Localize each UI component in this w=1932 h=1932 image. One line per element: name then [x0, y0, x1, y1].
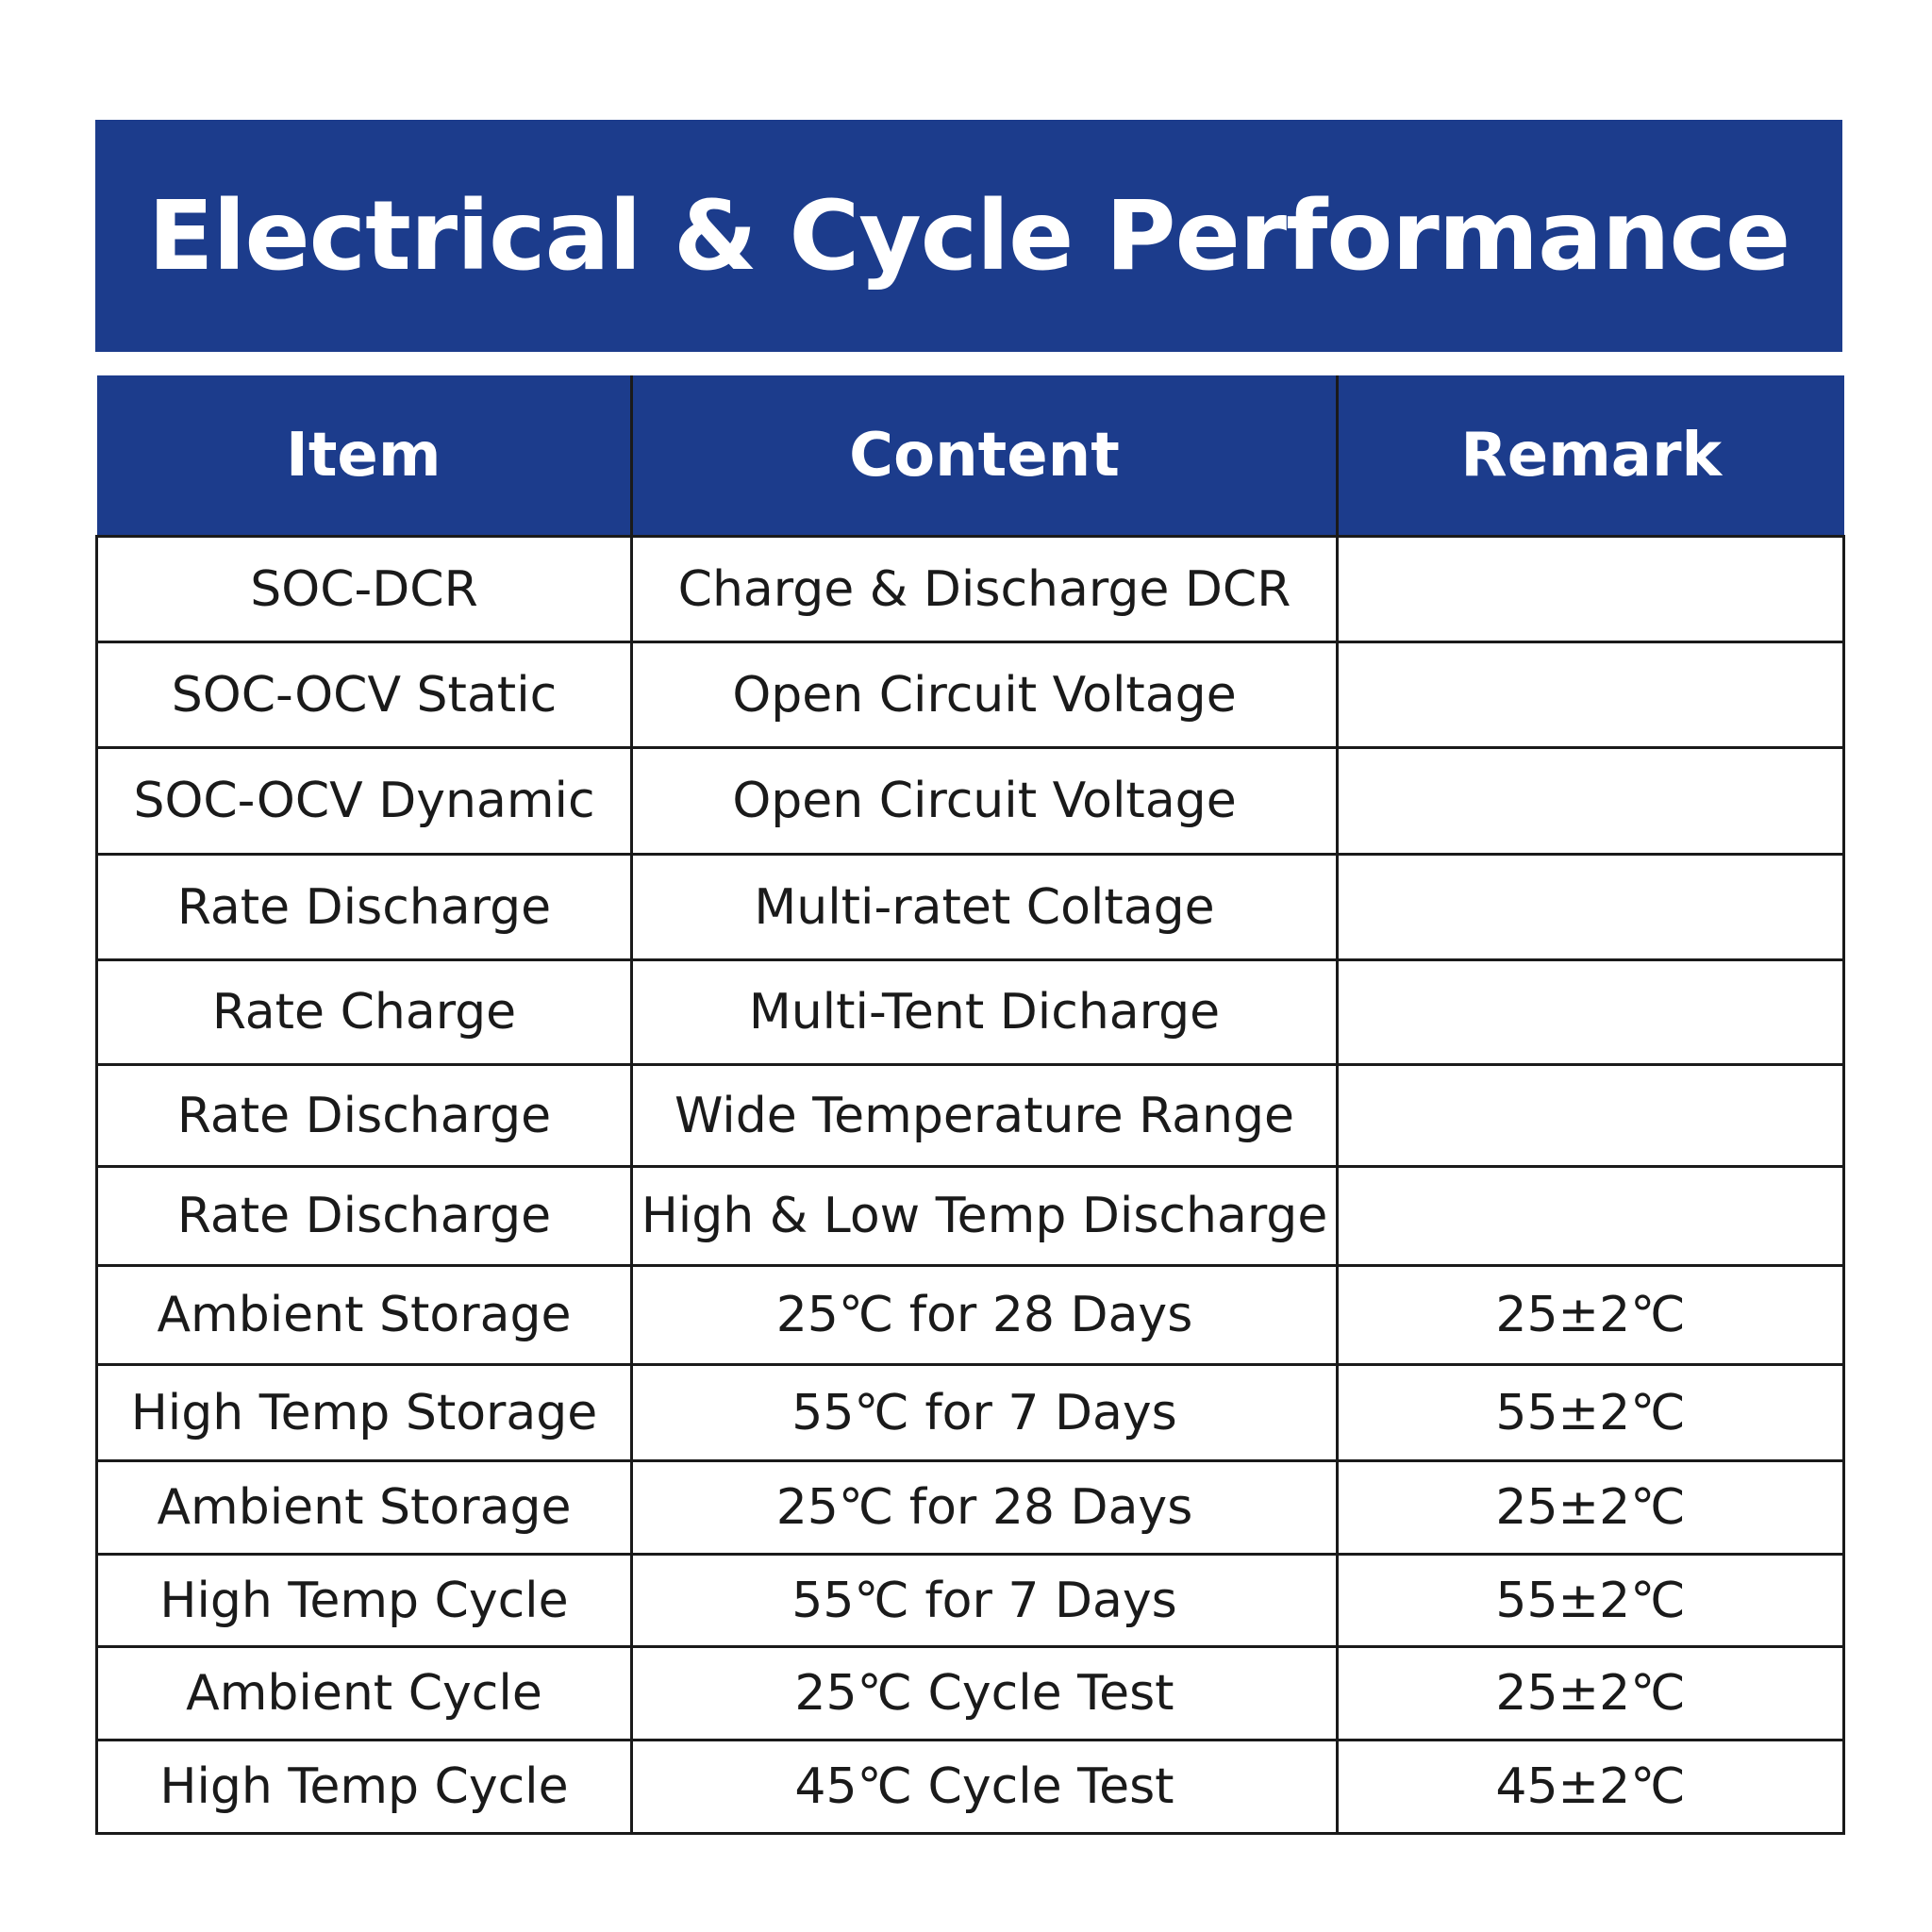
table-row	[97, 1740, 1844, 1834]
cell-item: Ambient Cycle	[97, 1647, 632, 1740]
cell-item: Ambient Storage	[97, 1461, 632, 1555]
table-row	[97, 748, 1844, 855]
cell-item: SOC-OCV Static	[97, 642, 632, 748]
cell-remark	[1338, 537, 1844, 642]
cell-remark	[1338, 960, 1844, 1065]
table-row	[97, 642, 1844, 748]
cell-remark	[1338, 1167, 1844, 1266]
cell-content: High & Low Temp Discharge	[632, 1167, 1338, 1266]
title-banner	[95, 120, 1842, 352]
cell-remark	[1338, 748, 1844, 855]
table-row	[97, 1266, 1844, 1365]
cell-item: High Temp Cycle	[97, 1740, 632, 1834]
cell-remark: 55±2℃	[1338, 1555, 1844, 1647]
table-row	[97, 1461, 1844, 1555]
cell-remark: 45±2℃	[1338, 1740, 1844, 1834]
table-row	[97, 1647, 1844, 1740]
cell-content: Multi-Tent Dicharge	[632, 960, 1338, 1065]
cell-item: SOC-DCR	[97, 537, 632, 642]
cell-content: 55℃ for 7 Days	[632, 1365, 1338, 1461]
header-remark: Remark	[1338, 375, 1844, 537]
performance-table	[95, 375, 1845, 1835]
header-content: Content	[632, 375, 1338, 537]
table-row	[97, 855, 1844, 960]
cell-remark	[1338, 1065, 1844, 1167]
cell-remark: 25±2℃	[1338, 1266, 1844, 1365]
cell-item: Rate Discharge	[97, 1065, 632, 1167]
cell-item: Ambient Storage	[97, 1266, 632, 1365]
cell-remark	[1338, 642, 1844, 748]
cell-item: Rate Discharge	[97, 855, 632, 960]
cell-content: Multi-ratet Coltage	[632, 855, 1338, 960]
cell-content: Open Circuit Voltage	[632, 748, 1338, 855]
page-title: Electrical & Cycle Performance	[147, 179, 1790, 292]
table-row	[97, 1555, 1844, 1647]
table-header-row	[97, 375, 1844, 537]
cell-item: Rate Discharge	[97, 1167, 632, 1266]
cell-content: 25℃ for 28 Days	[632, 1461, 1338, 1555]
cell-content: 55℃ for 7 Days	[632, 1555, 1338, 1647]
cell-remark: 25±2℃	[1338, 1461, 1844, 1555]
cell-remark	[1338, 855, 1844, 960]
table-row	[97, 1167, 1844, 1266]
header-item: Item	[97, 375, 632, 537]
cell-remark: 25±2℃	[1338, 1647, 1844, 1740]
cell-content: Wide Temperature Range	[632, 1065, 1338, 1167]
cell-content: 25℃ Cycle Test	[632, 1647, 1338, 1740]
table-row	[97, 1065, 1844, 1167]
table-row	[97, 1365, 1844, 1461]
cell-remark: 55±2℃	[1338, 1365, 1844, 1461]
table-row	[97, 537, 1844, 642]
cell-content: Charge & Discharge DCR	[632, 537, 1338, 642]
table-row	[97, 960, 1844, 1065]
cell-item: Rate Charge	[97, 960, 632, 1065]
cell-content: Open Circuit Voltage	[632, 642, 1338, 748]
cell-item: High Temp Storage	[97, 1365, 632, 1461]
cell-content: 45℃ Cycle Test	[632, 1740, 1338, 1834]
cell-item: SOC-OCV Dynamic	[97, 748, 632, 855]
cell-content: 25℃ for 28 Days	[632, 1266, 1338, 1365]
cell-item: High Temp Cycle	[97, 1555, 632, 1647]
